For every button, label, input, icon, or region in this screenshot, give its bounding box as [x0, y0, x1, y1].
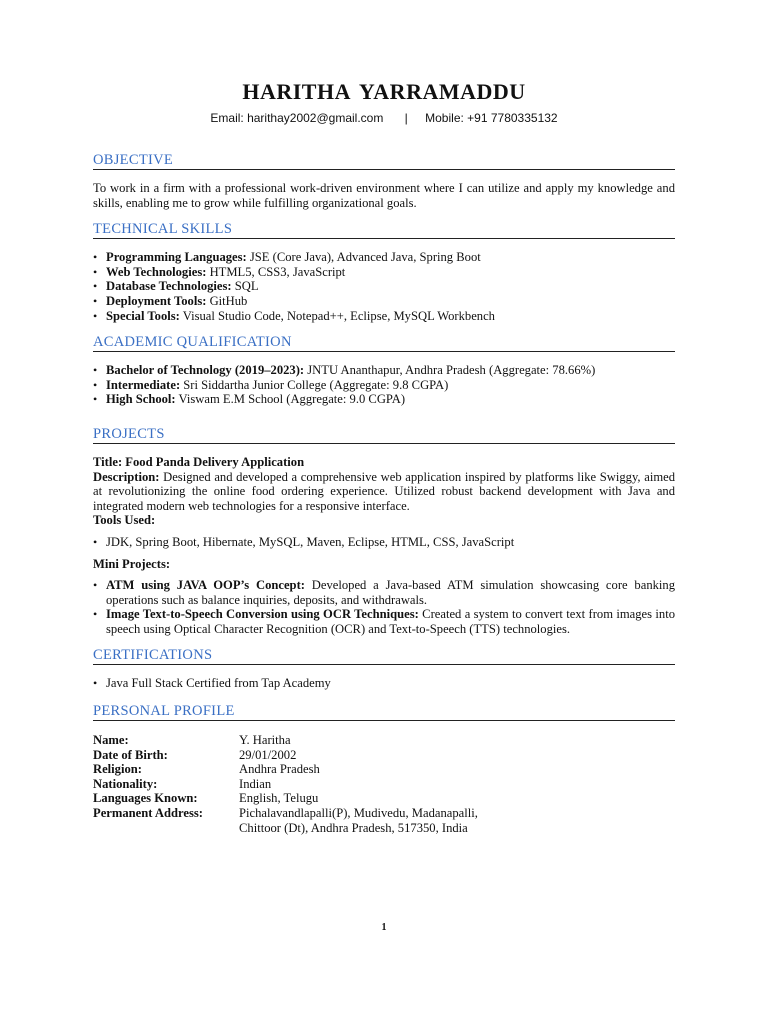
section-title-projects: PROJECTS — [93, 426, 675, 444]
tools-used-label: Tools Used: — [93, 513, 156, 528]
list-item: • Intermediate: Sri Siddartha Junior College (Aggregate: 9.8 CGPA) — [93, 378, 675, 393]
table-row: Permanent Address: Pichalavandlapalli(P), Mudivedu, Madanapalli, — [93, 806, 478, 821]
certifications-list — [93, 676, 675, 691]
mini-projects-list — [93, 578, 675, 636]
table-row: Name: Y. Haritha — [93, 733, 291, 748]
table-row: Chittoor (Dt), Andhra Pradesh, 517350, India — [239, 820, 468, 835]
list-item: • Image Text-to-Speech Conversion using OCR Techniques: Created a system to convert text from images into speech using Optical Character Recognition (OCR) and Text-to-Speech (TTS) technologies. — [93, 607, 675, 636]
skills-list — [93, 250, 675, 323]
list-item: • Deployment Tools: GitHub — [93, 294, 675, 309]
table-row: Nationality: Indian — [93, 776, 272, 791]
email-label: Email: — [210, 111, 244, 125]
table-row: Date of Birth: 29/01/2002 — [93, 747, 297, 762]
list-item: • Java Full Stack Certified from Tap Academy — [93, 676, 675, 691]
skills-section — [93, 221, 675, 323]
academics-list — [93, 363, 675, 407]
profile-table — [93, 733, 478, 835]
section-title-objective: OBJECTIVE — [93, 152, 675, 170]
list-item: • Bachelor of Technology (2019–2023): JNTU Ananthapur, Andhra Pradesh (Aggregate: 78.66%) — [93, 363, 675, 378]
list-item: • Programming Languages: JSE (Core Java), Advanced Java, Spring Boot — [93, 250, 675, 265]
projects-section — [93, 426, 675, 637]
contact-line — [93, 110, 675, 126]
resume-page — [93, 76, 675, 835]
section-title-certifications: CERTIFICATIONS — [93, 647, 675, 665]
project-description: Description: Designed and developed a comprehensive web application inspired by platforms like Swiggy, aimed at revolutionizing the online food ordering experience. Utilized robust backend development with Java and integrated modern web technologies for a responsive interface. — [93, 469, 675, 513]
list-item: • JDK, Spring Boot, Hibernate, MySQL, Maven, Eclipse, HTML, CSS, JavaScript — [93, 535, 675, 550]
contact-separator: | — [404, 111, 408, 125]
section-title-skills: TECHNICAL SKILLS — [93, 221, 675, 239]
list-item: • Web Technologies: HTML5, CSS3, JavaScript — [93, 265, 675, 280]
table-row: Religion: Andhra Pradesh — [93, 762, 320, 777]
objective-text: To work in a firm with a professional work-driven environment where I can utilize and apply my knowledge and skills, enabling me to grow while fulfilling organizational goals. — [93, 181, 675, 210]
section-title-profile: PERSONAL PROFILE — [93, 703, 675, 721]
section-title-academics: ACADEMIC QUALIFICATION — [93, 334, 675, 352]
list-item: • ATM using JAVA OOP’s Concept: Developed a Java-based ATM simulation showcasing core banking operations such as balance inquiries, deposits, and withdrawals. — [93, 578, 675, 607]
project-title: Title: Food Panda Delivery Application — [93, 454, 305, 469]
profile-section — [93, 703, 675, 835]
page-number: 1 — [381, 922, 387, 933]
candidate-name: HARITHA YARRAMADDU — [242, 79, 526, 104]
certifications-section — [93, 647, 675, 691]
academics-section — [93, 334, 675, 407]
tools-list — [93, 535, 675, 550]
list-item: • High School: Viswam E.M School (Aggregate: 9.0 CGPA) — [93, 392, 675, 407]
mobile-label: Mobile: — [425, 111, 464, 125]
email-value[interactable]: harithay2002@gmail.com — [247, 111, 384, 125]
mini-projects-label: Mini Projects: — [93, 556, 171, 571]
objective-section — [93, 152, 675, 210]
mobile-value[interactable]: +91 7780335132 — [467, 111, 558, 125]
list-item: • Database Technologies: SQL — [93, 279, 675, 294]
table-row: Languages Known: English, Telugu — [93, 791, 319, 806]
list-item: • Special Tools: Visual Studio Code, Notepad++, Eclipse, MySQL Workbench — [93, 309, 675, 324]
